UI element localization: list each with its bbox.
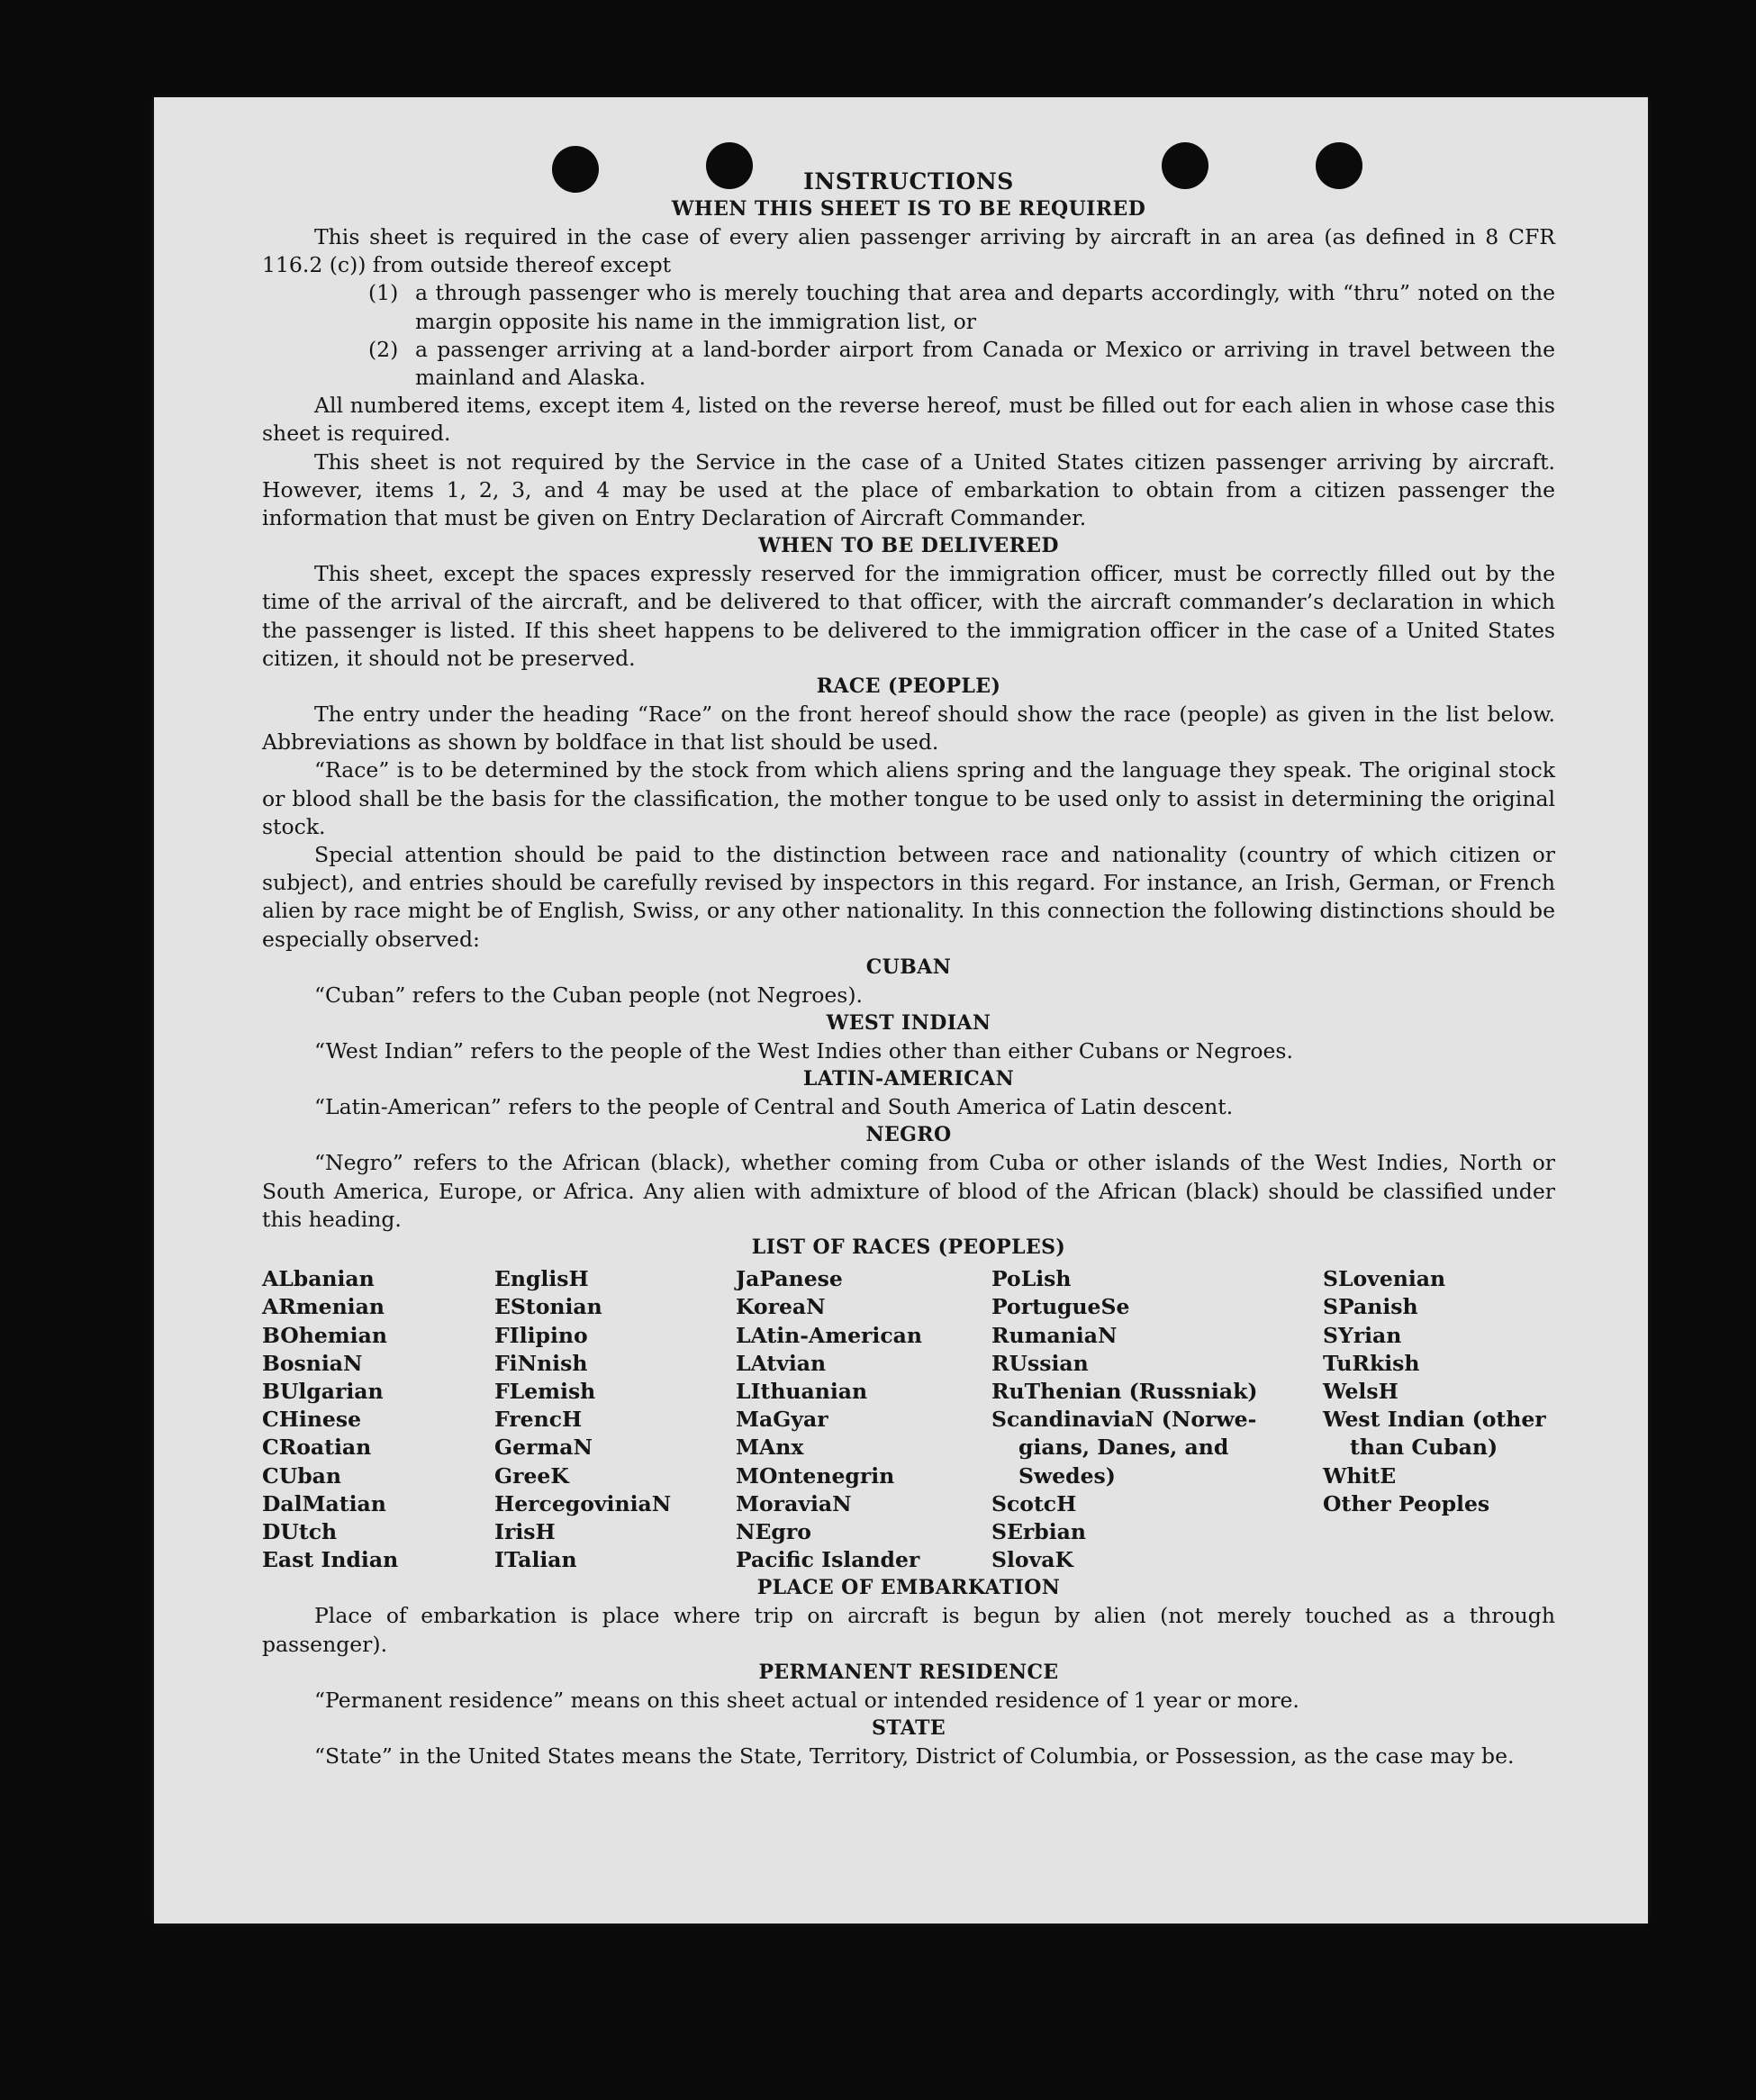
race-entry: LAtvian: [736, 1350, 827, 1376]
race-entry: FIlipino: [494, 1322, 588, 1348]
section-heading-when-delivered: WHEN TO BE DELIVERED: [758, 534, 1059, 558]
paragraph: “West Indian” refers to the people of the West Indies other than either Cubans or Negroes.: [314, 1038, 1293, 1064]
race-entry: IrisH: [494, 1518, 556, 1544]
race-entry: SErbian: [991, 1518, 1086, 1544]
paragraph: “Negro” refers to the African (black), whether coming from Cuba or other islands of the West Indies, North or South America, Europe, or Africa. Any alien with admixture of blood of the African (black) should be classified under this heading.: [262, 1150, 1555, 1232]
race-entry: CRoatian: [262, 1435, 372, 1461]
paragraph: “Cuban” refers to the Cuban people (not Negroes).: [314, 982, 864, 1008]
race-entry: SYrian: [1323, 1322, 1402, 1348]
list-item: [368, 279, 1555, 335]
list-item: [368, 336, 1555, 392]
list-item-text: a passenger arriving at a land-border airport from Canada or Mexico or arriving in travel between the mainland and Alaska.: [415, 336, 1555, 391]
race-entry: TuRkish: [1323, 1350, 1420, 1376]
race-entry: BosniaN: [262, 1350, 363, 1376]
race-entry: HercegoviniaN: [494, 1490, 672, 1516]
race-entry: SlovaK: [991, 1547, 1073, 1573]
race-column: [991, 1265, 1323, 1574]
race-entry: NEgro: [736, 1518, 811, 1544]
paragraph: “Race” is to be determined by the stock from which aliens spring and the language they speak. The original stock or blood shall be the basis for the classification, the mother tongue to be used only to assist in determining the original stock.: [262, 757, 1555, 839]
race-entry: Pacific Islander: [736, 1547, 920, 1573]
race-entry: CHinese: [262, 1407, 362, 1433]
section-heading-list-of-races: LIST OF RACES (PEOPLES): [751, 1236, 1066, 1260]
paragraph: Special attention should be paid to the distinction between race and nationality (country of which citizen or subject), and entries should be carefully revised by inspectors in this regard. For instance, an Irish, German, or French alien by race might be of English, Swiss, or any other nationality. In this connection the following distinctions should be especially observed:: [262, 842, 1555, 952]
race-entry: East Indian: [262, 1547, 399, 1573]
race-entry: CUban: [262, 1462, 341, 1489]
race-entry: FiNnish: [494, 1350, 588, 1376]
race-entry: RuThenian (Russniak): [991, 1378, 1258, 1404]
paragraph: All numbered items, except item 4, listed on the reverse hereof, must be filled out for each alien in whose case this sheet is required.: [262, 393, 1555, 447]
section-heading-cuban: CUBAN: [865, 955, 952, 979]
race-entry: JaPanese: [736, 1266, 843, 1292]
race-entry: West Indian (other: [1323, 1407, 1546, 1433]
race-entry: GermaN: [494, 1435, 593, 1461]
race-entry: ScandinaviaN (Norwe-: [991, 1407, 1257, 1433]
race-column: [1323, 1265, 1555, 1574]
race-entry: Other Peoples: [1323, 1490, 1490, 1516]
paragraph: “Permanent residence” means on this sheet actual or intended residence of 1 year or more.: [314, 1687, 1299, 1713]
race-entry: LAtin-American: [736, 1322, 922, 1348]
race-entry: MAnx: [736, 1435, 804, 1461]
race-entry: WhitE: [1323, 1462, 1397, 1489]
section-heading-race: RACE (PEOPLE): [816, 674, 1001, 699]
race-entry: GreeK: [494, 1462, 569, 1489]
race-entry: EnglisH: [494, 1266, 589, 1292]
race-entry: DalMatian: [262, 1490, 386, 1516]
document-page: [154, 97, 1648, 1923]
list-item-text: a through passenger who is merely touching that area and departs accordingly, with “thru” noted on the margin opposite his name in the immigration list, or: [415, 280, 1555, 334]
race-entry: MOntenegrin: [736, 1462, 895, 1489]
race-entry: RumaniaN: [991, 1322, 1118, 1348]
race-entry: PortugueSe: [991, 1294, 1130, 1320]
paragraph: This sheet is required in the case of every alien passenger arriving by aircraft in an area (as defined in 8 CFR 116.2 (c)) from outside thereof except: [262, 224, 1555, 278]
race-entry: DUtch: [262, 1518, 338, 1544]
race-entry: PoLish: [991, 1266, 1072, 1292]
race-column: [262, 1265, 494, 1574]
race-entry: ARmenian: [262, 1294, 385, 1320]
race-column: [494, 1265, 736, 1574]
race-column: [736, 1265, 991, 1574]
section-heading-latin-american: LATIN-AMERICAN: [802, 1067, 1015, 1091]
race-entry: SLovenian: [1323, 1266, 1446, 1292]
paragraph: “Latin-American” refers to the people of Central and South America of Latin descent.: [314, 1094, 1234, 1120]
race-entry: MoraviaN: [736, 1490, 852, 1516]
race-entry: WelsH: [1323, 1378, 1398, 1404]
race-entry: Swedes): [1018, 1462, 1116, 1489]
list-item-number: (2): [368, 336, 399, 362]
section-heading-embarkation: PLACE OF EMBARKATION: [756, 1576, 1061, 1600]
instructions-body: [262, 167, 1555, 1770]
race-entry: ScotcH: [991, 1490, 1077, 1516]
section-heading-west-indian: WEST INDIAN: [826, 1011, 991, 1036]
page-title: INSTRUCTIONS: [803, 168, 1014, 195]
race-entry: BOhemian: [262, 1322, 387, 1348]
race-entry: FrencH: [494, 1407, 583, 1433]
paragraph: Place of embarkation is place where trip on aircraft is begun by alien (not merely touched as a through passenger).: [262, 1603, 1555, 1657]
exception-list: [262, 279, 1555, 392]
race-entry: gians, Danes, and: [1018, 1435, 1229, 1461]
section-heading-when-required: WHEN THIS SHEET IS TO BE REQUIRED: [671, 197, 1146, 221]
section-heading-permanent-residence: PERMANENT RESIDENCE: [758, 1660, 1059, 1684]
race-entry: RUssian: [991, 1350, 1089, 1376]
race-entry: KoreaN: [736, 1294, 826, 1320]
race-entry: BUlgarian: [262, 1378, 384, 1404]
race-entry: SPanish: [1323, 1294, 1418, 1320]
race-list: [262, 1265, 1555, 1574]
section-heading-state: STATE: [871, 1715, 946, 1740]
paragraph: This sheet, except the spaces expressly reserved for the immigration officer, must be correctly filled out by the time of the arrival of the aircraft, and be delivered to that officer, with the aircraft commander’s declaration in which the passenger is listed. If this sheet happens to be delivered to the immigration officer in the case of a United States citizen, it should not be preserved.: [262, 561, 1555, 671]
race-entry: LIthuanian: [736, 1378, 868, 1404]
paragraph: This sheet is not required by the Service in the case of a United States citizen passenger arriving by aircraft. However, items 1, 2, 3, and 4 may be used at the place of embarkation to obtain from a citizen passenger the information that must be given on Entry Declaration of Aircraft Commander.: [262, 448, 1555, 531]
race-entry: than Cuban): [1350, 1435, 1498, 1461]
race-entry: ITalian: [494, 1547, 577, 1573]
race-entry: EStonian: [494, 1294, 602, 1320]
section-heading-negro: NEGRO: [865, 1123, 952, 1147]
paragraph: The entry under the heading “Race” on the front hereof should show the race (people) as given in the list below. Abbreviations as shown by boldface in that list should be used.: [262, 702, 1555, 756]
race-entry: FLemish: [494, 1378, 596, 1404]
paragraph: “State” in the United States means the State, Territory, District of Columbia, or Possession, as the case may be.: [314, 1742, 1515, 1769]
race-entry: ALbanian: [262, 1266, 375, 1292]
race-entry: MaGyar: [736, 1407, 828, 1433]
list-item-number: (1): [368, 280, 399, 306]
